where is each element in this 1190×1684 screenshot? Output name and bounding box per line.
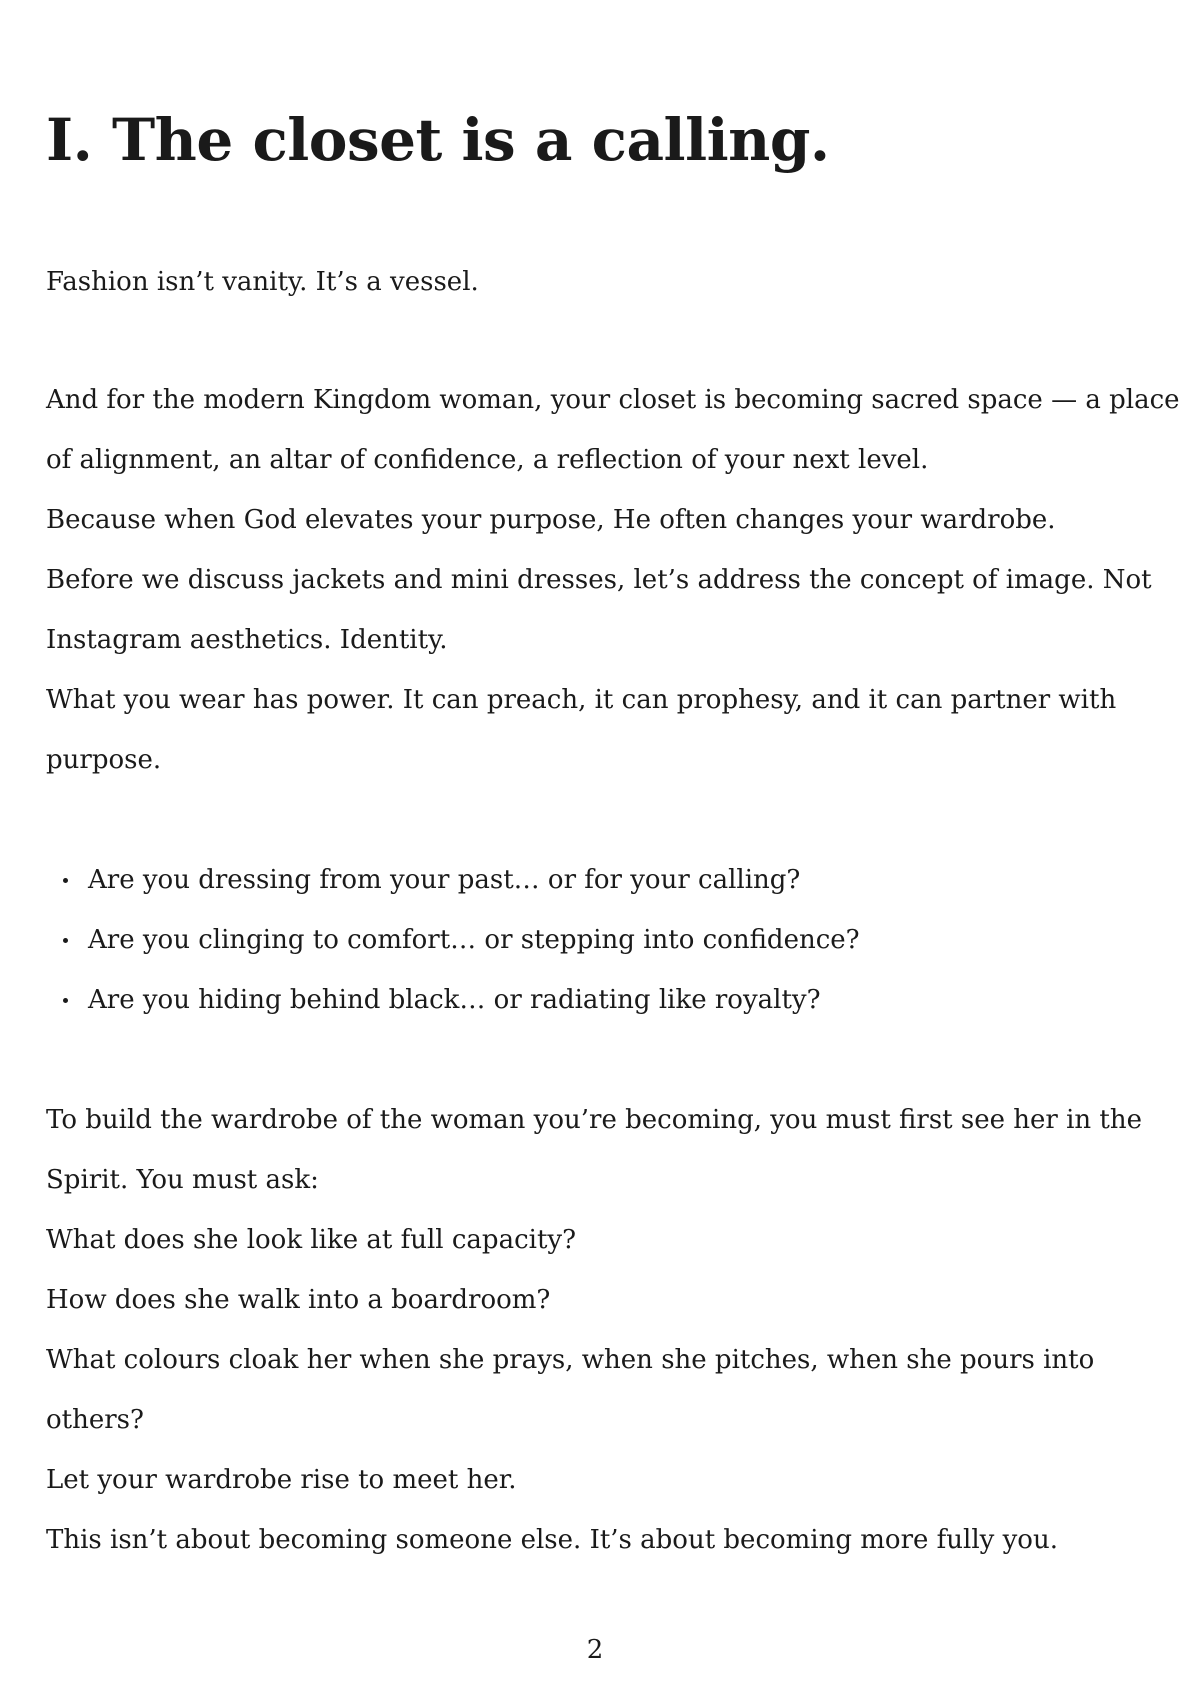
text-line-13: What colours cloak her when she prays, when she pitches, when she pours into — [46, 1345, 1095, 1375]
text-line-8: purpose. — [46, 745, 162, 775]
text-line-12: How does she walk into a boardroom? — [46, 1285, 551, 1315]
list-item — [46, 970, 860, 1030]
text-line-5: Before we discuss jackets and mini dresses, let’s address the concept of image. Not — [46, 565, 1152, 595]
page-number: 2 — [586, 1635, 604, 1665]
text-line-10: Spirit. You must ask: — [46, 1165, 319, 1195]
text-line-6: Instagram aesthetics. Identity. — [46, 625, 448, 655]
page-title: I. The closet is a calling. — [46, 106, 830, 174]
text-line-3: of alignment, an altar of confidence, a reflection of your next level. — [46, 445, 929, 475]
text-line-1: Fashion isn’t vanity. It’s a vessel. — [46, 267, 479, 297]
text-line-14: others? — [46, 1405, 144, 1435]
list-item-text: Are you clinging to comfort… or stepping into confidence? — [88, 925, 860, 955]
text-line-7: What you wear has power. It can preach, it can prophesy, and it can partner with — [46, 685, 1117, 715]
text-line-2: And for the modern Kingdom woman, your closet is becoming sacred space — a place — [46, 385, 1180, 415]
list-item — [46, 910, 860, 970]
text-line-4: Because when God elevates your purpose, He often changes your wardrobe. — [46, 505, 1056, 535]
bullet-icon — [63, 998, 68, 1003]
list-item-text: Are you dressing from your past… or for your calling? — [88, 865, 801, 895]
question-list — [46, 850, 860, 1030]
list-item — [46, 850, 860, 910]
list-item-text: Are you hiding behind black… or radiating like royalty? — [88, 985, 821, 1015]
text-line-9: To build the wardrobe of the woman you’re becoming, you must first see her in the — [46, 1105, 1142, 1135]
text-line-11: What does she look like at full capacity? — [46, 1225, 577, 1255]
text-line-16: This isn’t about becoming someone else. It’s about becoming more fully you. — [46, 1525, 1058, 1555]
bullet-icon — [63, 878, 68, 883]
bullet-icon — [63, 938, 68, 943]
text-line-15: Let your wardrobe rise to meet her. — [46, 1465, 517, 1495]
